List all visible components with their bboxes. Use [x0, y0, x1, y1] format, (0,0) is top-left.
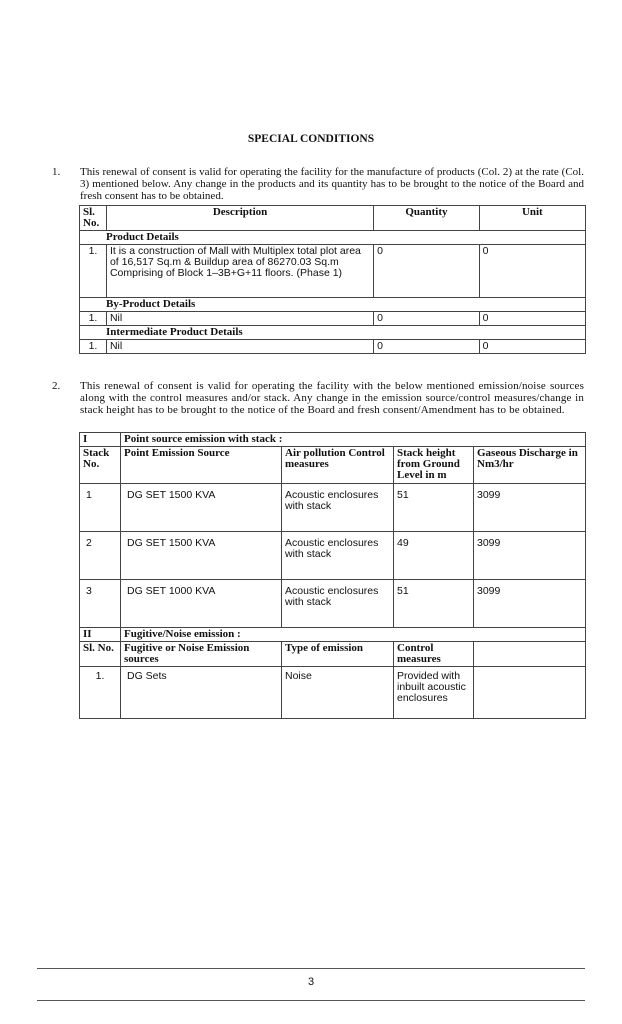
table-row — [80, 580, 586, 628]
cell-sl: 1. — [80, 667, 121, 719]
cell-unit: 0 — [479, 312, 585, 326]
product-table — [79, 205, 586, 354]
section-title: Fugitive/Noise emission : — [121, 628, 586, 642]
condition-text: This renewal of consent is valid for operating the facility for the manufacture of products (Col. 2) at the rate (Col. 3) mentioned below. Any change in the products and its quantity has to be brought to the notice of the Board and fresh consent has to be obtained. — [80, 166, 584, 202]
emission-table — [79, 432, 586, 719]
header-quantity: Quantity — [374, 206, 480, 231]
condition-text: This renewal of consent is valid for operating the facility with the below mentioned emission/noise sources along with the control measures and/or stack. Any change in the emission source/control measures/change in stack height has to be brought to the notice of the Board and fresh consent/Amendment has to be obtained. — [80, 380, 584, 416]
header-control: Air pollution Control measures — [282, 447, 394, 484]
table-row — [80, 245, 586, 298]
cell-type: Noise — [282, 667, 394, 719]
cell-extra — [474, 667, 586, 719]
section-title: Point source emission with stack : — [121, 433, 586, 447]
cell-stack-no: 2 — [80, 532, 121, 580]
cell-quantity: 0 — [374, 340, 480, 354]
cell-discharge: 3099 — [474, 580, 586, 628]
cell-height: 49 — [394, 532, 474, 580]
cell-control: Acoustic enclosures with stack — [282, 532, 394, 580]
section-title: By-Product Details — [80, 298, 586, 312]
cell-description: It is a construction of Mall with Multiplex total plot area of 16,517 Sq.m & Buildup area of 86270.03 Sq.m Comprising of Block 1–3B+G+11 floors. (Phase 1) — [106, 245, 373, 298]
header-control: Control measures — [394, 642, 474, 667]
section-roman: II — [80, 628, 121, 642]
cell-description: Nil — [106, 340, 373, 354]
cell-unit: 0 — [479, 245, 585, 298]
cell-source: DG SET 1500 KVA — [121, 484, 282, 532]
cell-control: Acoustic enclosures with stack — [282, 580, 394, 628]
cell-control: Acoustic enclosures with stack — [282, 484, 394, 532]
table-header-row — [80, 642, 586, 667]
header-type: Type of emission — [282, 642, 394, 667]
cell-quantity: 0 — [374, 245, 480, 298]
header-height: Stack height from Ground Level in m — [394, 447, 474, 484]
table-header-row — [80, 206, 586, 231]
footer-divider-top — [37, 968, 585, 969]
cell-height: 51 — [394, 580, 474, 628]
section-row-intermediate — [80, 326, 586, 340]
cell-height: 51 — [394, 484, 474, 532]
cell-description: Nil — [106, 312, 373, 326]
cell-sl: 1. — [80, 340, 107, 354]
header-description: Description — [106, 206, 373, 231]
cell-stack-no: 1 — [80, 484, 121, 532]
header-source: Point Emission Source — [121, 447, 282, 484]
cell-source: DG Sets — [121, 667, 282, 719]
condition-number: 1. — [52, 166, 61, 178]
condition-number: 2. — [52, 380, 61, 392]
cell-sl: 1. — [80, 245, 107, 298]
cell-quantity: 0 — [374, 312, 480, 326]
table-row — [80, 340, 586, 354]
condition-2 — [52, 380, 584, 416]
header-sl-no: Sl. No. — [80, 206, 107, 231]
table-row — [80, 484, 586, 532]
page-number: 3 — [307, 976, 315, 988]
section-row-fugitive — [80, 628, 586, 642]
header-source: Fugitive or Noise Emission sources — [121, 642, 282, 667]
cell-sl: 1. — [80, 312, 107, 326]
table-header-row — [80, 447, 586, 484]
section-roman: I — [80, 433, 121, 447]
header-sl-no: Sl. No. — [80, 642, 121, 667]
header-discharge: Gaseous Discharge in Nm3/hr — [474, 447, 586, 484]
table-row — [80, 532, 586, 580]
section-row-by-product — [80, 298, 586, 312]
header-unit: Unit — [479, 206, 585, 231]
cell-control: Provided with inbuilt acoustic enclosures — [394, 667, 474, 719]
cell-discharge: 3099 — [474, 484, 586, 532]
page-title: SPECIAL CONDITIONS — [247, 133, 375, 145]
section-row-point-source — [80, 433, 586, 447]
cell-unit: 0 — [479, 340, 585, 354]
condition-1 — [52, 166, 584, 202]
footer-divider-bottom — [37, 1000, 585, 1001]
cell-source: DG SET 1000 KVA — [121, 580, 282, 628]
cell-discharge: 3099 — [474, 532, 586, 580]
header-stack-no: Stack No. — [80, 447, 121, 484]
header-extra — [474, 642, 586, 667]
table-row — [80, 667, 586, 719]
table-row — [80, 312, 586, 326]
cell-source: DG SET 1500 KVA — [121, 532, 282, 580]
section-title: Product Details — [80, 231, 586, 245]
cell-stack-no: 3 — [80, 580, 121, 628]
section-row-product — [80, 231, 586, 245]
section-title: Intermediate Product Details — [80, 326, 586, 340]
